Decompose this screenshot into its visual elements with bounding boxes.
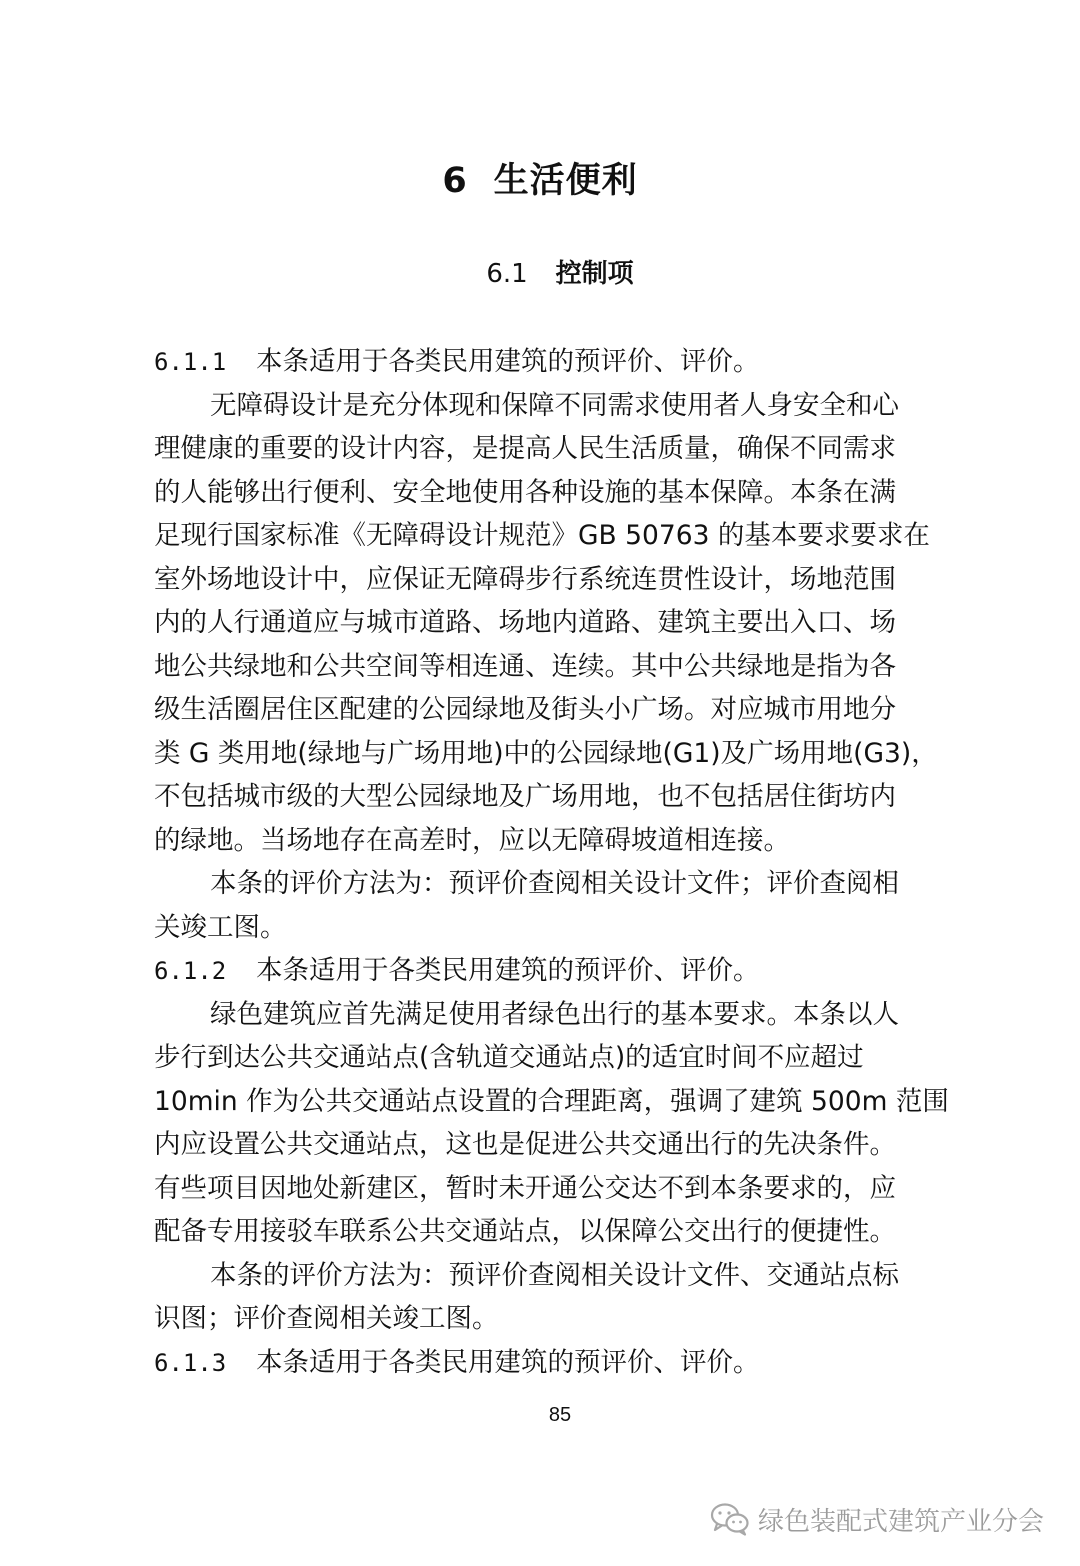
clause-heading-text: 本条适用于各类民用建筑的预评价、评价。 [256,955,760,986]
paragraph-line: 关竣工图。 [154,911,287,943]
watermark [710,1497,1044,1541]
clause-number: 6.1.2 [154,957,227,985]
clause-heading-text: 本条适用于各类民用建筑的预评价、评价。 [256,346,760,377]
paragraph-line: 内的人行通道应与城市道路、场地内道路、建筑主要出入口、场 [154,607,896,638]
paragraph-line: 的人能够出行便利、安全地使用各种设施的基本保障。本条在满 [154,476,896,508]
paragraph-line: 有些项目因地处新建区，暂时未开通公交达不到本条要求的，应 [154,1172,896,1204]
clause-heading [154,1341,964,1385]
paragraph-line: 内应设置公共交通站点，这也是促进公共交通出行的先决条件。 [154,1129,896,1160]
paragraph-line: 绿色建筑应首先满足使用者绿色出行的基本要求。本条以人 [210,998,899,1030]
clause-heading-text: 本条适用于各类民用建筑的预评价、评价。 [256,1346,760,1378]
paragraph-line: 理健康的重要的设计内容，是提高人民生活质量，确保不同需求 [154,433,896,464]
chapter-title [0,156,1080,206]
paragraph-line: 10min 作为公共交通站点设置的合理距离，强调了建筑 500m 范围 [154,1085,949,1117]
paragraph-line: 的绿地。当场地存在高差时，应以无障碍坡道相连接。 [154,824,790,856]
document-body [154,340,964,1384]
paragraph-line: 识图；评价查阅相关竣工图。 [154,1303,499,1334]
paragraph-line: 级生活圈居住区配建的公园绿地及街头小广场。对应城市用地分 [154,694,896,725]
paragraph-line: 无障碍设计是充分体现和保障不同需求使用者人身安全和心 [210,389,899,421]
paragraph-line: 本条的评价方法为：预评价查阅相关设计文件、交通站点标 [210,1259,899,1291]
section-title-text: 控制项 [555,259,634,289]
wechat-icon [710,1502,750,1536]
paragraph-line: 室外场地设计中，应保证无障碍步行系统连贯性设计，场地范围 [154,563,896,595]
paragraph-line: 配备专用接驳车联系公共交通站点，以保障公交出行的便捷性。 [154,1216,896,1247]
clause-number: 6.1.3 [154,1348,227,1377]
page-number: 85 [548,1404,572,1426]
paragraph-line: 地公共绿地和公共空间等相连通、连续。其中公共绿地是指为各 [154,650,896,682]
clause-heading [154,340,964,384]
section-number: 6.1 [486,259,528,289]
paragraph-line: 步行到达公共交通站点(含轨道交通站点)的适宜时间不应超过 [154,1042,864,1073]
clause-number: 6.1.1 [154,348,227,376]
paragraph-line: 足现行国家标准《无障碍设计规范》GB 50763 的基本要求要求在 [154,520,930,551]
paragraph-line: 类 G 类用地(绿地与广场用地)中的公园绿地(G1)及广场用地(G3)， [154,737,938,769]
paragraph-line: 本条的评价方法为：预评价查阅相关设计文件；评价查阅相 [210,868,899,899]
chapter-number: 6 [442,161,468,201]
clause-heading [154,949,964,993]
paragraph-line: 不包括城市级的大型公园绿地及广场用地，也不包括居住街坊内 [154,781,896,812]
section-title [0,254,1080,294]
chapter-title-text: 生活便利 [493,161,638,201]
watermark-text: 绿色装配式建筑产业分会 [757,1506,1044,1537]
